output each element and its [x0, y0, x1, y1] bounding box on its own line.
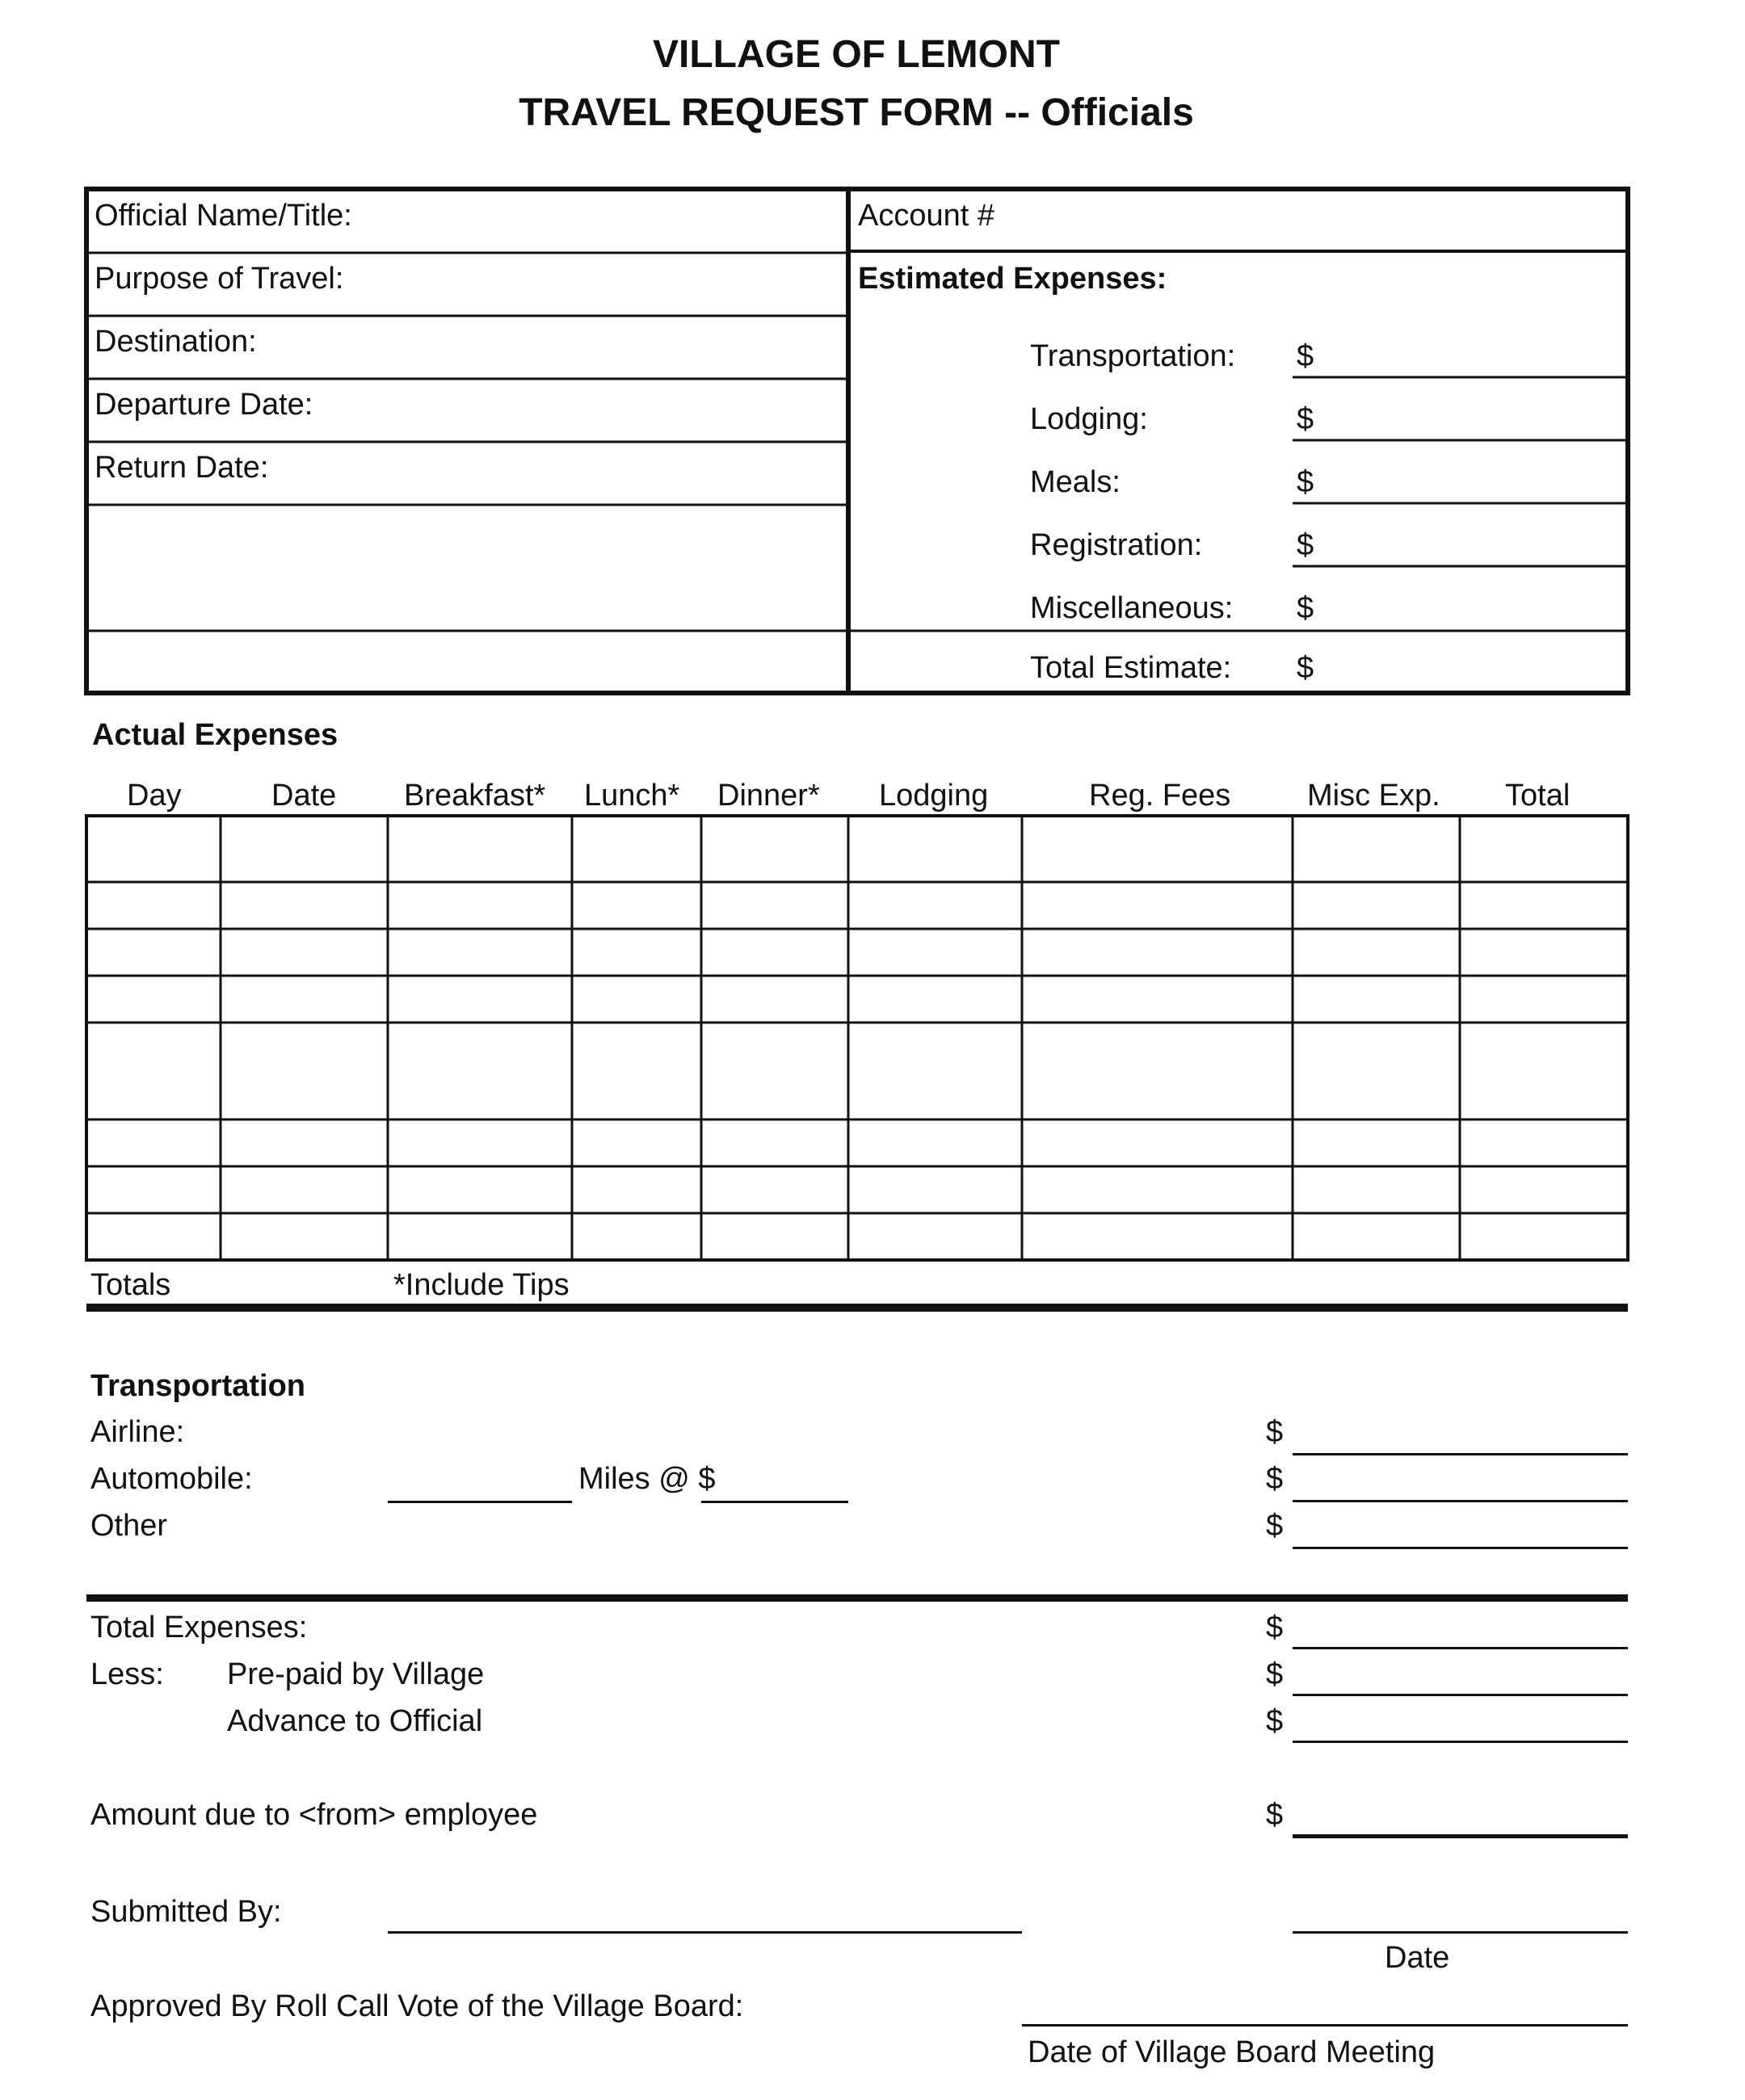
other-label: Other: [90, 1509, 168, 1543]
est-registration-field[interactable]: [1325, 520, 1624, 564]
currency-sign: $: [1266, 1657, 1284, 1691]
submitted-by-label: Submitted By:: [90, 1895, 282, 1929]
est-meals-label: Meals:: [1030, 465, 1121, 499]
column-header-misc-exp: Misc Exp.: [1307, 779, 1440, 813]
column-header-lodging: Lodging: [879, 779, 989, 813]
currency-sign: $: [1266, 1704, 1284, 1738]
submitted-by-signature-line[interactable]: [388, 1931, 1022, 1934]
board-meeting-date-caption: Date of Village Board Meeting: [1028, 2035, 1436, 2069]
currency-sign: $: [1266, 1415, 1284, 1449]
column-header-reg-fees: Reg. Fees: [1089, 779, 1231, 813]
est-miscellaneous-field[interactable]: [1325, 583, 1624, 627]
currency-sign: $: [1297, 339, 1314, 373]
column-header-total: Total: [1505, 779, 1570, 813]
approved-by-label: Approved By Roll Call Vote of the Village Board:: [90, 1989, 744, 2023]
total-expenses-field[interactable]: [1293, 1647, 1628, 1649]
official-name-field[interactable]: [307, 197, 840, 247]
est-registration-label: Registration:: [1030, 528, 1203, 562]
currency-sign: $: [1266, 1509, 1284, 1543]
amount-due-field[interactable]: [1293, 1834, 1628, 1838]
currency-sign: $: [1266, 1798, 1284, 1832]
advance-label: Advance to Official: [227, 1704, 483, 1738]
automobile-amount-field[interactable]: [1293, 1500, 1628, 1502]
purpose-field[interactable]: [307, 260, 840, 310]
totals-label: Totals: [90, 1268, 171, 1302]
mileage-rate-field[interactable]: [701, 1501, 848, 1503]
automobile-label: Automobile:: [90, 1462, 253, 1496]
official-name-label: Official Name/Title:: [95, 199, 352, 233]
purpose-label: Purpose of Travel:: [95, 262, 344, 296]
est-lodging-field[interactable]: [1325, 394, 1624, 438]
board-meeting-date-field[interactable]: [1022, 2024, 1628, 2026]
return-date-field[interactable]: [307, 449, 840, 499]
currency-sign: $: [1297, 651, 1314, 685]
airline-amount-field[interactable]: [1293, 1453, 1628, 1455]
prepaid-field[interactable]: [1293, 1694, 1628, 1696]
section-divider: [86, 1304, 1628, 1312]
est-transportation-field[interactable]: [1325, 331, 1624, 375]
column-header-date: Date: [271, 779, 337, 813]
currency-sign: $: [1297, 528, 1314, 562]
transportation-heading: Transportation: [90, 1369, 306, 1403]
currency-sign: $: [1297, 465, 1314, 499]
est-lodging-label: Lodging:: [1030, 402, 1148, 436]
est-total-label: Total Estimate:: [1030, 651, 1232, 685]
prepaid-label: Pre-paid by Village: [227, 1657, 485, 1691]
include-tips-note: *Include Tips: [393, 1268, 570, 1302]
other-amount-field[interactable]: [1293, 1547, 1628, 1549]
date-caption: Date: [1385, 1941, 1450, 1975]
currency-sign: $: [1297, 402, 1314, 436]
advance-field[interactable]: [1293, 1741, 1628, 1743]
amount-due-label: Amount due to <from> employee: [90, 1798, 538, 1832]
account-label: Account #: [858, 199, 994, 233]
column-header-breakfast: Breakfast*: [404, 779, 546, 813]
currency-sign: $: [1297, 591, 1314, 625]
est-total-field[interactable]: [1325, 643, 1624, 688]
section-divider: [86, 1594, 1628, 1602]
return-date-label: Return Date:: [95, 451, 269, 485]
airline-label: Airline:: [90, 1415, 185, 1449]
column-header-dinner: Dinner*: [717, 779, 820, 813]
submitted-date-field[interactable]: [1293, 1931, 1628, 1934]
est-miscellaneous-label: Miscellaneous:: [1030, 591, 1234, 625]
destination-field[interactable]: [307, 323, 840, 373]
total-expenses-label: Total Expenses:: [90, 1611, 308, 1644]
account-field[interactable]: [1018, 197, 1620, 247]
column-header-day: Day: [127, 779, 182, 813]
currency-sign: $: [1266, 1462, 1284, 1496]
est-transportation-label: Transportation:: [1030, 339, 1236, 373]
form-title-line1: VILLAGE OF LEMONT: [653, 33, 1060, 76]
departure-date-label: Departure Date:: [95, 388, 313, 422]
less-label: Less:: [90, 1657, 164, 1691]
miles-field[interactable]: [388, 1501, 572, 1503]
column-header-lunch: Lunch*: [584, 779, 680, 813]
miles-rate-label: Miles @ $: [578, 1462, 716, 1496]
est-meals-field[interactable]: [1325, 457, 1624, 501]
actual-expenses-table-cells[interactable]: [89, 818, 1625, 1258]
form-title-line2: TRAVEL REQUEST FORM -- Officials: [519, 91, 1194, 134]
destination-label: Destination:: [95, 325, 257, 359]
actual-expenses-heading: Actual Expenses: [92, 718, 338, 752]
departure-date-field[interactable]: [307, 386, 840, 436]
currency-sign: $: [1266, 1611, 1284, 1644]
estimated-expenses-heading: Estimated Expenses:: [858, 262, 1167, 296]
